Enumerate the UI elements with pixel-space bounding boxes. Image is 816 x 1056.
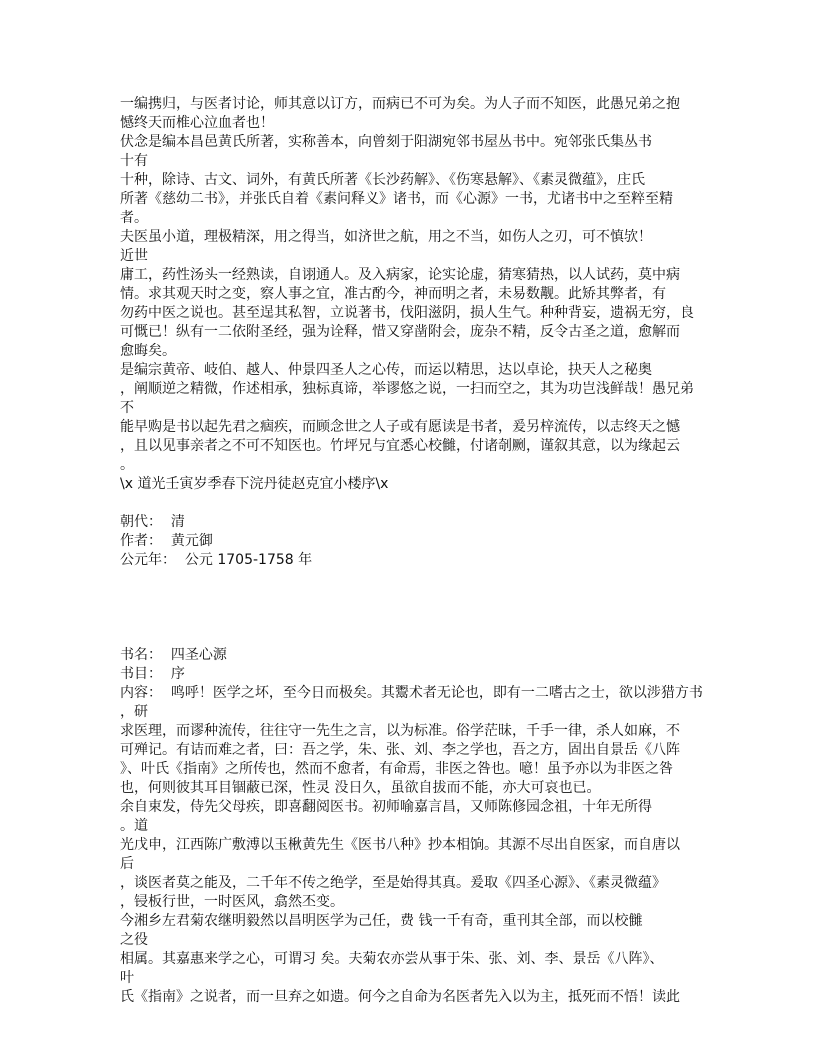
spacer: [120, 608, 720, 627]
text-line: 光戊申，江西陈广敷溥以玉楸黄先生《医书八种》抄本相饷。其源不尽出自医家，而自唐以: [120, 837, 680, 853]
text-line: ，研: [120, 704, 148, 720]
spacer: [120, 570, 720, 589]
book-name-value: 四圣心源: [170, 647, 227, 663]
text-line: 一编携归，与医者讨论，师其意以订方，而病已不可为矣。为人子而不知医，此愚兄弟之抱: [120, 96, 680, 112]
chapter-label: 书目：: [120, 666, 162, 682]
text-line: 不: [120, 400, 134, 416]
text-line: 今湘乡左君菊农继明毅然以昌明医学为己任，费 钱一千有奇，重刊其全部，而以校雠: [120, 913, 643, 929]
text-line: 叶: [120, 970, 134, 986]
text-line: 愈晦矣。: [120, 343, 176, 359]
author-field: [120, 532, 720, 551]
text-line: 余自束发，侍先父母疾，即喜翻阅医书。初师喻嘉言昌，又师陈修园念祖，十年无所得: [120, 799, 652, 815]
text-line: 可殚记。有诘而难之者，曰：吾之学，朱、张、刘、李之学也，吾之方，固出自景岳《八阵: [120, 742, 680, 758]
entry-block: [120, 646, 720, 1007]
dynasty-field: [120, 513, 720, 532]
preface-text-block: [120, 95, 720, 494]
text-line: 。: [120, 457, 134, 473]
book-name-label: 书名：: [120, 647, 162, 663]
content-field: [120, 684, 720, 703]
content-first-line: 鸣呼！医学之坏，至今日而极矣。其鬻术者无论也，即有一二嗜古之士，欲以涉猎方书: [170, 685, 703, 701]
text-line: 庸工，药性汤头一经熟读，自诩通人。及入病家，论实论虚，猜寒猜热，以人试药，莫中病: [120, 267, 680, 283]
year-label: 公元年：: [120, 552, 176, 568]
text-line: 近世: [120, 248, 148, 264]
text-line: 是编宗黄帝、岐伯、越人、仲景四圣人之心传，而运以精思，达以卓论，抉天人之秘奥: [120, 362, 652, 378]
content-label: 内容：: [120, 685, 162, 701]
text-line: 者。: [120, 210, 148, 226]
dynasty-value: 清: [170, 514, 185, 530]
text-line: 氏《指南》之说者，而一旦弃之如遗。何今之自命为名医者先入以为主，抵死而不悟！读此: [120, 989, 680, 1005]
text-line: 》、叶氏《指南》之所传也，然而不愈者，有命焉，非医之咎也。噫！虽予亦以为非医之咎: [120, 761, 673, 777]
text-line: 十种，除诗、古文、词外，有黄氏所著《长沙药解》、《伤寒悬解》、《素灵微蕴》，庄氏: [120, 172, 645, 188]
spacer: [120, 494, 720, 513]
text-line: 勿药中医之说也。甚至逞其私智，立说著书，伐阳滋阴，损人生气。种种背妄，遗祸无穷，良: [120, 305, 694, 321]
text-line: 之役: [120, 932, 148, 948]
year-value: 公元 1705-1758 年: [184, 552, 313, 568]
text-line: 十有: [120, 153, 148, 169]
author-value: 黄元御: [170, 533, 213, 549]
chapter-value: 序: [170, 666, 185, 682]
author-label: 作者：: [120, 533, 162, 549]
document-page: [120, 95, 720, 1007]
text-line: 相属。其嘉惠来学之心，可谓习 矣。夫菊农亦尝从事于朱、张、刘、李、景岳《八阵》、: [120, 951, 664, 967]
text-line: ，谈医者莫之能及，二千年不传之绝学，至是始得其真。爰取《四圣心源》、《素灵微蕴》: [120, 875, 666, 891]
text-line: 伏念是编本昌邑黄氏所著，实称善本，向曾刻于阳湖宛邻书屋丛书中。宛邻张氏集丛书: [120, 134, 652, 150]
dynasty-label: 朝代：: [120, 514, 162, 530]
metadata-block: [120, 513, 720, 570]
spacer: [120, 589, 720, 608]
book-name-field: [120, 646, 720, 665]
text-line: 所著《慈幼二书》，并张氏自着《素问释义》诸书，而《心源》一书，尤诸书中之至粹至精: [120, 191, 673, 207]
text-line: ，阐顺逆之精微，作述相承，独标真谛，举谬悠之说，一扫而空之，其为功岂浅鲜哉！愚兄弟: [120, 381, 694, 397]
chapter-field: [120, 665, 720, 684]
text-line: 可慨已！纵有一二依附圣经，强为诠释，惜又穿凿附会，庞杂不精，反令古圣之道，愈解而: [120, 324, 680, 340]
text-line: 憾终天而椎心泣血者也！: [120, 115, 274, 131]
text-line: ，锓板行世，一时医风，翕然丕变。: [120, 894, 344, 910]
signature-line: \x 道光壬寅岁季春下浣丹徒赵克宜小楼序\x: [120, 476, 389, 492]
text-line: 情。求其观天时之变，察人事之宜，准古酌今，神而明之者，未易数觏。此矫其弊者，有: [120, 286, 666, 302]
text-line: 能早购是书以起先君之痼疾，而顾念世之人子或有愿读是书者，爰另梓流传，以志终天之憾: [120, 419, 680, 435]
spacer: [120, 627, 720, 646]
text-line: 也，何则彼其耳目锢蔽已深，性灵 没日久，虽欲自拔而不能，亦大可哀也已。: [120, 780, 601, 796]
text-line: ，且以见事亲者之不可不知医也。竹坪兄与宜悉心校雠，付诸剞劂，谨叙其意，以为缘起云: [120, 438, 680, 454]
text-line: 后: [120, 856, 134, 872]
year-field: [120, 551, 720, 570]
text-line: 。道: [120, 818, 148, 834]
text-line: 求医理，而谬种流传，往往守一先生之言，以为标准。俗学茫昧，千手一律，杀人如麻，不: [120, 723, 680, 739]
text-line: 夫医虽小道，理极精深，用之得当，如济世之航，用之不当，如伤人之刃，可不慎欤！: [120, 229, 652, 245]
